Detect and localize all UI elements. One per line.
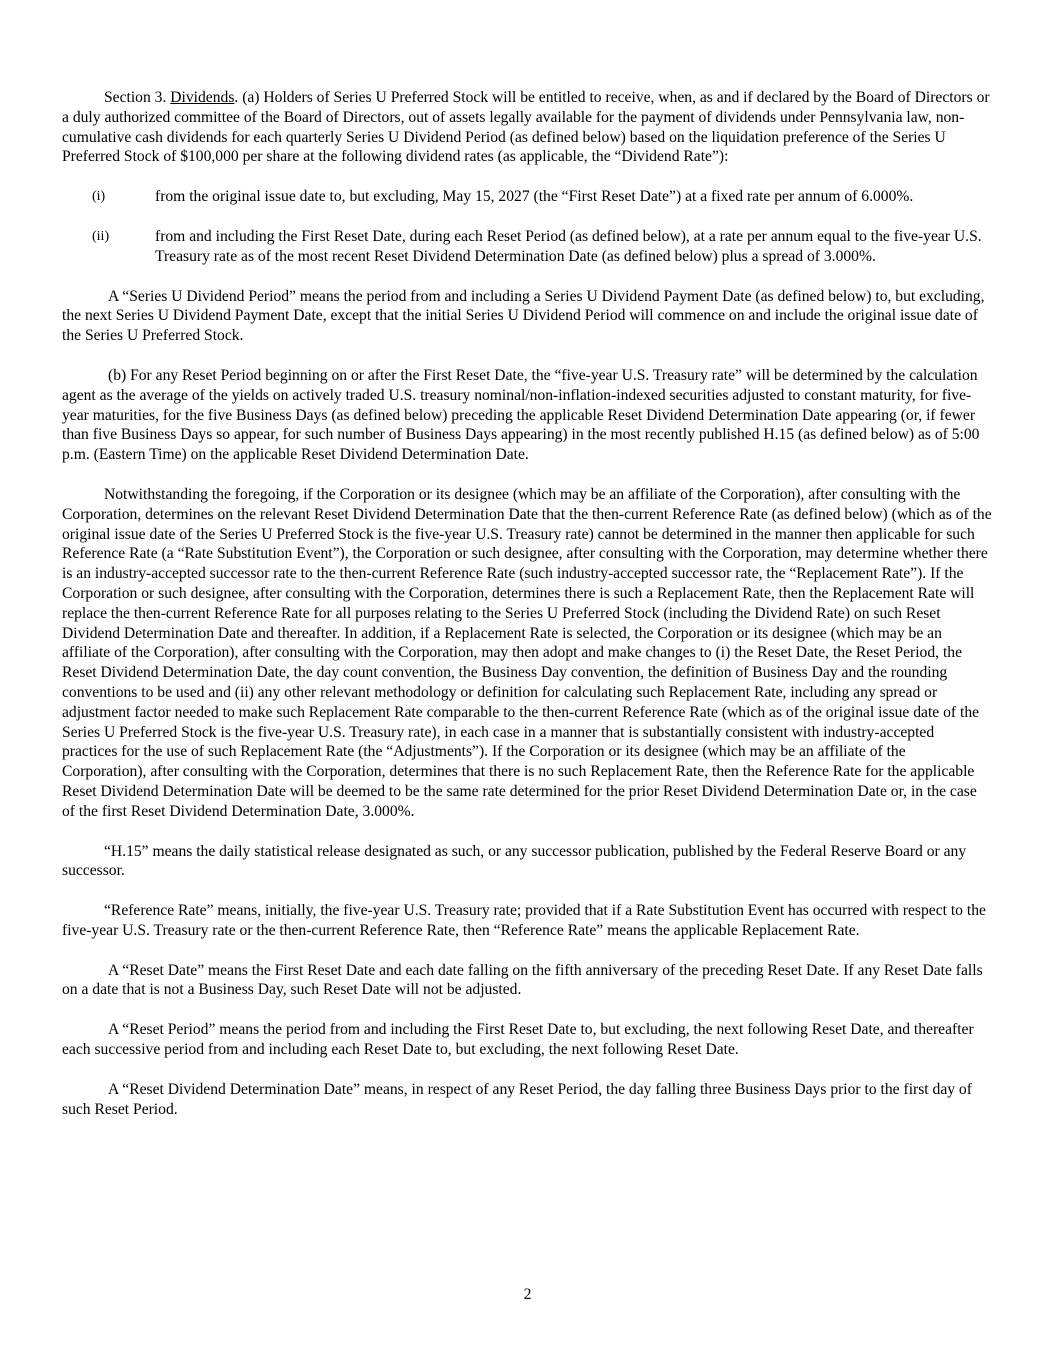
list-text: from the original issue date to, but excluding, May 15, 2027 (the “First Reset Date”) at a fixed rate per annum of 6.000%. — [155, 188, 914, 206]
list-marker: (i) — [92, 189, 106, 205]
section-prefix: Section 3. — [104, 89, 171, 106]
document-page — [62, 88, 992, 1139]
reset-date-paragraph: A “Reset Date” means the First Reset Date and each date falling on the fifth anniversary of the preceding Reset Date. If any Reset Date falls on a date that is not a Business Day, such Reset Date will not be adjusted. — [62, 961, 983, 999]
reset-period-paragraph: A “Reset Period” means the period from and including the First Reset Date to, but excluding, the next following Reset Date, and thereafter each successive period from and including each Reset Date to, but excluding, the next following Reset Date. — [62, 1021, 974, 1059]
list-text: from and including the First Reset Date, during each Reset Period (as defined below), at a rate per annum equal to the five-year U.S. Treasury rate as of the most recent Reset Dividend Determination Date (as defined below) plus a spread of 3.000%. — [155, 227, 982, 265]
list-item-i — [62, 187, 992, 207]
h15-definition-paragraph: “H.15” means the daily statistical release designated as such, or any successor publication, published by the Federal Reserve Board or any successor. — [62, 842, 967, 880]
dividend-period-paragraph: A “Series U Dividend Period” means the period from and including a Series U Dividend Payment Date (as defined below) to, but excluding, the next Series U Dividend Payment Date, except that the initial Series U Dividend Period will commence on and include the original issue date of the Series U Preferred Stock. — [62, 287, 985, 345]
page-number: 2 — [523, 1286, 532, 1303]
section-3-paragraph — [62, 88, 992, 167]
paragraph-b: (b) For any Reset Period beginning on or after the First Reset Date, the “five-year U.S. Treasury rate” will be determined by the calculation agent as the average of the yields on actively traded U.S. treasury nominal/non-inflation-indexed securities adjusted to constant maturity, for five-year maturities, for the five Business Days (as defined below) preceding the applicable Reset Dividend Determination Date appearing (or, if fewer than five Business Days so appear, for such number of Business Days appearing) in the most recently published H.15 (as defined below) as of 5:00 p.m. (Eastern Time) on the applicable Reset Dividend Determination Date. — [62, 366, 980, 464]
reset-dividend-determination-date-paragraph: A “Reset Dividend Determination Date” means, in respect of any Reset Period, the day falling three Business Days prior to the first day of such Reset Period. — [62, 1080, 972, 1118]
notwithstanding-paragraph: Notwithstanding the foregoing, if the Corporation or its designee (which may be an affiliate of the Corporation), after consulting with the Corporation, determines on the relevant Reset Dividend Determination Date that the then-current Reference Rate (as defined below) (which as of the original issue date of the Series U Preferred Stock is the five-year U.S. Treasury rate) cannot be determined in the manner then applicable for such Reference Rate (a “Rate Substitution Event”), the Corporation or such designee, after consulting with the Corporation, may determine whether there is an industry-accepted successor rate to the then-current Reference Rate (such industry-accepted successor rate, the “Replacement Rate”). If the Corporation or such designee, after consulting with the Corporation, determines there is such a Replacement Rate, then the Replacement Rate will replace the then-current Reference Rate for all purposes relating to the Series U Preferred Stock (including the Dividend Rate) on such Reset Dividend Determination Date and thereafter. In addition, if a Replacement Rate is selected, the Corporation or its designee (which may be an affiliate of the Corporation), after consulting with the Corporation, may then adopt and make changes to (i) the Reset Date, the Reset Period, the Reset Dividend Determination Date, the day count convention, the Business Day convention, the definition of Business Day and the rounding conventions to be used and (ii) any other relevant methodology or definition for calculating such Replacement Rate, including any spread or adjustment factor needed to make such Replacement Rate comparable to the then-current Reference Rate (which as of the original issue date of the Series U Preferred Stock is the five-year U.S. Treasury rate), in each case in a manner that is substantially consistent with industry-accepted practices for the use of such Replacement Rate (the “Adjustments”). If the Corporation or its designee (which may be an affiliate of the Corporation), after consulting with the Corporation, determines that there is no such Replacement Rate, then the Reference Rate for the applicable Reset Dividend Determination Date will be deemed to be the same rate determined for the prior Reset Dividend Determination Date or, in the case of the first Reset Dividend Determination Date, 3.000%. — [62, 485, 992, 820]
section-3-text: . (a) Holders of Series U Preferred Stock will be entitled to receive, when, as and if declared by the Board of Directors or a duly authorized committee of the Board of Directors, out of assets legally available for the payment of dividends under Pennsylvania law, non-cumulative cash dividends for each quarterly Series U Dividend Period (as defined below) based on the liquidation preference of the Series U Preferred Stock of $100,000 per share at the following dividend rates (as applicable, the “Dividend Rate”): — [62, 89, 990, 166]
list-marker: (ii) — [92, 228, 110, 244]
list-item-ii — [62, 227, 992, 267]
reference-rate-paragraph: “Reference Rate” means, initially, the five-year U.S. Treasury rate; provided that if a Rate Substitution Event has occurred with respect to the five-year U.S. Treasury rate or the then-current Reference Rate, then “Reference Rate” means the applicable Replacement Rate. — [62, 902, 986, 939]
section-heading: Dividends — [170, 89, 235, 106]
